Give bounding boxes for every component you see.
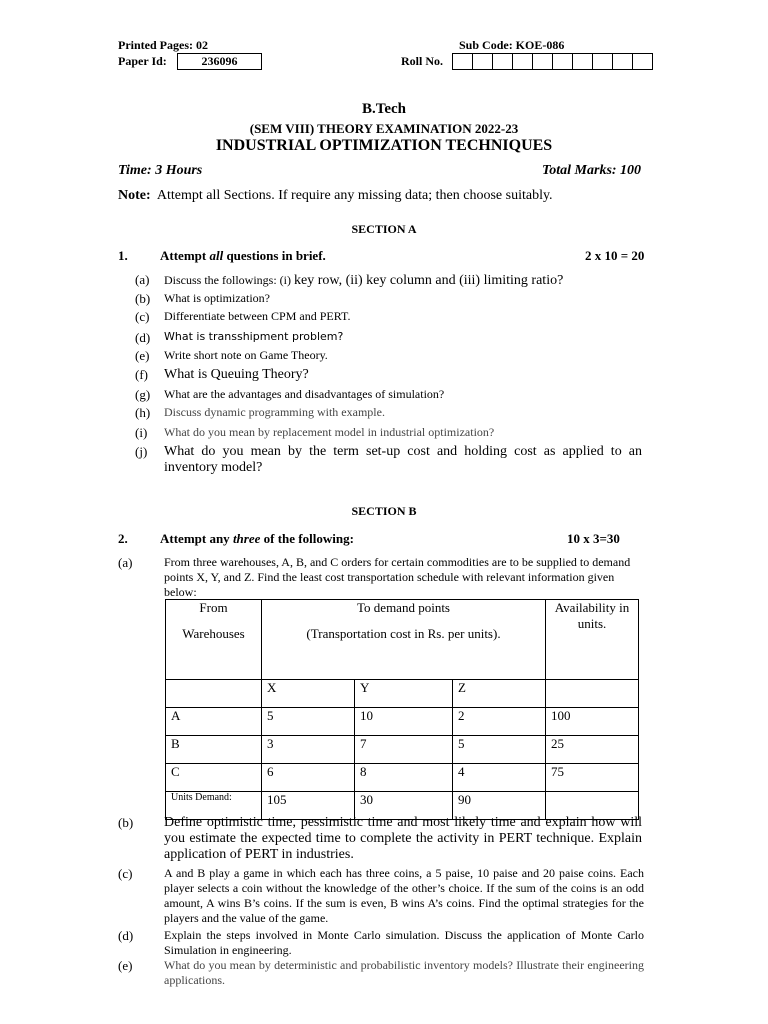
table-row: B 3 7 5 25: [166, 736, 639, 764]
table-row-demand: Units Demand: 105 30 90: [166, 792, 639, 820]
sub-code: Sub Code: KOE-086: [459, 38, 565, 52]
section-a-heading: SECTION A: [351, 222, 417, 236]
transportation-table: [165, 599, 639, 820]
col-y: Y: [355, 680, 453, 708]
degree-title: B.Tech: [361, 101, 407, 117]
availability-label: Availability in units.: [546, 600, 639, 680]
paper-id-label: Paper Id:: [118, 54, 167, 68]
col-z: Z: [453, 680, 546, 708]
note: [118, 188, 553, 204]
cost-label: (Transportation cost in Rs. per units).: [306, 626, 501, 641]
printed-pages: Printed Pages: 02: [118, 38, 208, 52]
note-text: Attempt all Sections. If require any missing data; then choose suitably.: [156, 188, 553, 203]
q1-instruction: Attempt all questions in brief.: [160, 248, 326, 263]
to-demand-label: To demand points: [357, 600, 450, 615]
table-row: A 5 10 2 100: [166, 708, 639, 736]
paper-id-value: 236096: [177, 53, 262, 70]
q1-number: 1.: [118, 248, 128, 263]
roll-no-boxes: [452, 53, 653, 70]
subject-title: INDUSTRIAL OPTIMIZATION TECHNIQUES: [215, 137, 553, 154]
roll-no-label: Roll No.: [401, 54, 443, 68]
warehouses-label: Warehouses: [182, 626, 245, 641]
q2-number: 2.: [118, 531, 128, 546]
exam-title: (SEM VIII) THEORY EXAMINATION 2022-23: [249, 121, 519, 136]
note-label: Note:: [118, 188, 151, 203]
q1-marks: 2 x 10 = 20: [585, 248, 645, 263]
q2-marks: 10 x 3=30: [567, 531, 620, 546]
total-marks: Total Marks: 100: [542, 163, 642, 178]
section-b-heading: SECTION B: [351, 504, 417, 518]
q2-instruction: Attempt any three of the following:: [160, 531, 354, 546]
from-label: From: [199, 600, 228, 615]
time-label: Time: 3 Hours: [118, 163, 203, 178]
table-row: C 6 8 4 75: [166, 764, 639, 792]
paper-id-box: [177, 53, 262, 70]
col-x: X: [262, 680, 355, 708]
